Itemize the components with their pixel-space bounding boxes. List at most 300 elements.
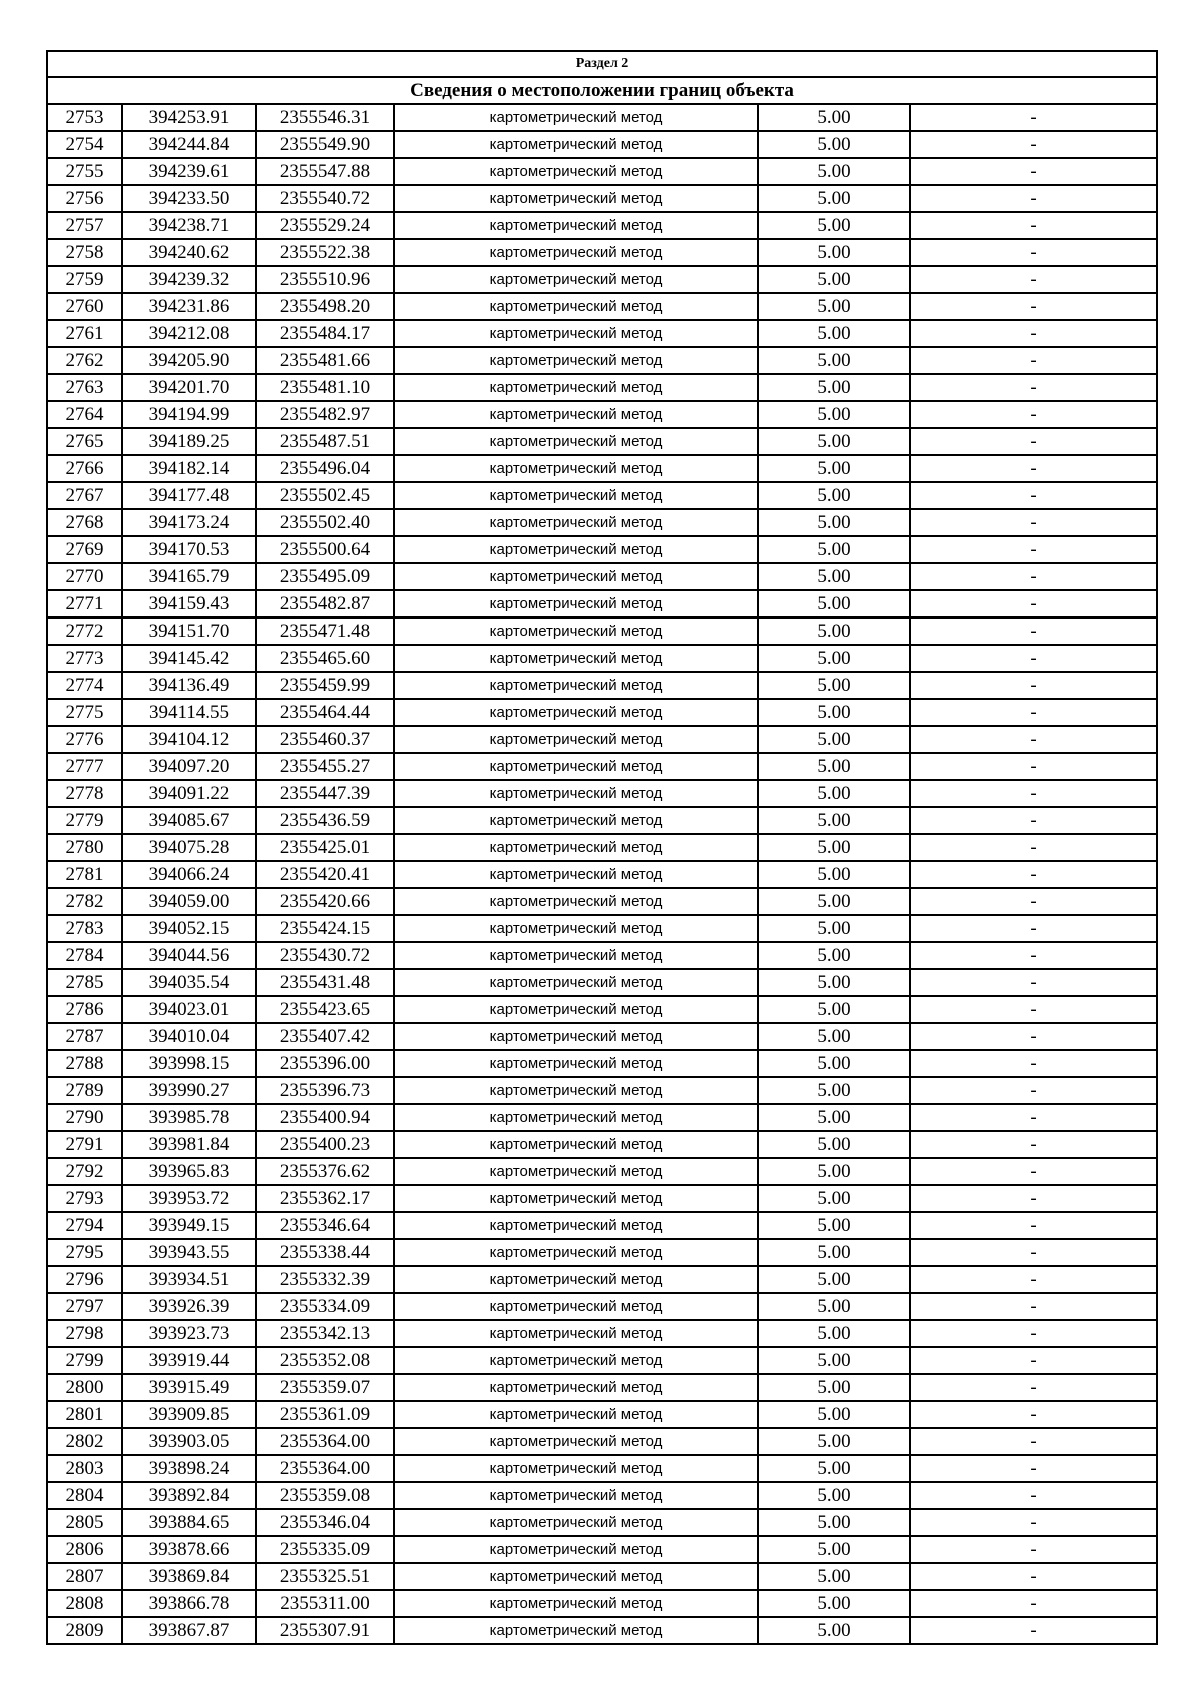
point-number-cell: 2786 — [47, 996, 122, 1023]
x-coordinate-cell: 394170.53 — [122, 536, 256, 563]
description-cell: - — [910, 1293, 1157, 1320]
accuracy-cell: 5.00 — [758, 1509, 910, 1536]
method-cell: картометрический метод — [394, 1320, 758, 1347]
y-coordinate-cell: 2355482.87 — [256, 590, 394, 618]
accuracy-cell: 5.00 — [758, 1131, 910, 1158]
y-coordinate-cell: 2355400.23 — [256, 1131, 394, 1158]
description-cell: - — [910, 1239, 1157, 1266]
description-cell: - — [910, 969, 1157, 996]
description-cell: - — [910, 1590, 1157, 1617]
x-coordinate-cell: 394205.90 — [122, 347, 256, 374]
table-row — [47, 131, 1157, 158]
point-number-cell: 2760 — [47, 293, 122, 320]
point-number-cell: 2763 — [47, 374, 122, 401]
table-row — [47, 1536, 1157, 1563]
table-row — [47, 320, 1157, 347]
method-cell: картометрический метод — [394, 185, 758, 212]
y-coordinate-cell: 2355362.17 — [256, 1185, 394, 1212]
description-cell: - — [910, 942, 1157, 969]
point-number-cell: 2787 — [47, 1023, 122, 1050]
accuracy-cell: 5.00 — [758, 726, 910, 753]
accuracy-cell: 5.00 — [758, 590, 910, 618]
accuracy-cell: 5.00 — [758, 1077, 910, 1104]
point-number-cell: 2769 — [47, 536, 122, 563]
method-cell: картометрический метод — [394, 861, 758, 888]
accuracy-cell: 5.00 — [758, 320, 910, 347]
method-cell: картометрический метод — [394, 1509, 758, 1536]
y-coordinate-cell: 2355502.40 — [256, 509, 394, 536]
point-number-cell: 2793 — [47, 1185, 122, 1212]
table-row — [47, 1455, 1157, 1482]
table-title: Сведения о местоположении границ объекта — [47, 77, 1157, 104]
x-coordinate-cell: 393915.49 — [122, 1374, 256, 1401]
method-cell: картометрический метод — [394, 1266, 758, 1293]
description-cell: - — [910, 1131, 1157, 1158]
method-cell: картометрический метод — [394, 428, 758, 455]
description-cell: - — [910, 212, 1157, 239]
x-coordinate-cell: 394189.25 — [122, 428, 256, 455]
x-coordinate-cell: 394151.70 — [122, 618, 256, 646]
x-coordinate-cell: 394201.70 — [122, 374, 256, 401]
x-coordinate-cell: 394010.04 — [122, 1023, 256, 1050]
point-number-cell: 2753 — [47, 104, 122, 131]
point-number-cell: 2774 — [47, 672, 122, 699]
method-cell: картометрический метод — [394, 293, 758, 320]
table-row — [47, 1239, 1157, 1266]
y-coordinate-cell: 2355487.51 — [256, 428, 394, 455]
description-cell: - — [910, 996, 1157, 1023]
table-row — [47, 158, 1157, 185]
x-coordinate-cell: 394212.08 — [122, 320, 256, 347]
description-cell: - — [910, 509, 1157, 536]
method-cell: картометрический метод — [394, 158, 758, 185]
x-coordinate-cell: 393990.27 — [122, 1077, 256, 1104]
accuracy-cell: 5.00 — [758, 1428, 910, 1455]
x-coordinate-cell: 394244.84 — [122, 131, 256, 158]
accuracy-cell: 5.00 — [758, 699, 910, 726]
accuracy-cell: 5.00 — [758, 1266, 910, 1293]
x-coordinate-cell: 394159.43 — [122, 590, 256, 618]
table-row — [47, 1347, 1157, 1374]
method-cell: картометрический метод — [394, 347, 758, 374]
y-coordinate-cell: 2355430.72 — [256, 942, 394, 969]
accuracy-cell: 5.00 — [758, 401, 910, 428]
description-cell: - — [910, 1158, 1157, 1185]
description-cell: - — [910, 618, 1157, 646]
accuracy-cell: 5.00 — [758, 1482, 910, 1509]
point-number-cell: 2784 — [47, 942, 122, 969]
accuracy-cell: 5.00 — [758, 428, 910, 455]
accuracy-cell: 5.00 — [758, 915, 910, 942]
description-cell: - — [910, 185, 1157, 212]
description-cell: - — [910, 158, 1157, 185]
description-cell: - — [910, 239, 1157, 266]
point-number-cell: 2783 — [47, 915, 122, 942]
x-coordinate-cell: 394114.55 — [122, 699, 256, 726]
method-cell: картометрический метод — [394, 563, 758, 590]
method-cell: картометрический метод — [394, 1077, 758, 1104]
method-cell: картометрический метод — [394, 509, 758, 536]
accuracy-cell: 5.00 — [758, 374, 910, 401]
table-row — [47, 590, 1157, 618]
point-number-cell: 2798 — [47, 1320, 122, 1347]
table-row — [47, 861, 1157, 888]
point-number-cell: 2806 — [47, 1536, 122, 1563]
y-coordinate-cell: 2355459.99 — [256, 672, 394, 699]
table-row — [47, 1104, 1157, 1131]
point-number-cell: 2771 — [47, 590, 122, 618]
point-number-cell: 2780 — [47, 834, 122, 861]
table-row — [47, 401, 1157, 428]
y-coordinate-cell: 2355460.37 — [256, 726, 394, 753]
accuracy-cell: 5.00 — [758, 455, 910, 482]
table-row — [47, 1266, 1157, 1293]
method-cell: картометрический метод — [394, 996, 758, 1023]
x-coordinate-cell: 393909.85 — [122, 1401, 256, 1428]
description-cell: - — [910, 293, 1157, 320]
description-cell: - — [910, 780, 1157, 807]
method-cell: картометрический метод — [394, 1185, 758, 1212]
y-coordinate-cell: 2355346.04 — [256, 1509, 394, 1536]
x-coordinate-cell: 394240.62 — [122, 239, 256, 266]
accuracy-cell: 5.00 — [758, 1104, 910, 1131]
method-cell: картометрический метод — [394, 645, 758, 672]
table-row — [47, 915, 1157, 942]
description-cell: - — [910, 726, 1157, 753]
point-number-cell: 2795 — [47, 1239, 122, 1266]
point-number-cell: 2797 — [47, 1293, 122, 1320]
point-number-cell: 2799 — [47, 1347, 122, 1374]
table-row — [47, 1158, 1157, 1185]
y-coordinate-cell: 2355407.42 — [256, 1023, 394, 1050]
x-coordinate-cell: 393985.78 — [122, 1104, 256, 1131]
table-row — [47, 509, 1157, 536]
method-cell: картометрический метод — [394, 1212, 758, 1239]
method-cell: картометрический метод — [394, 1482, 758, 1509]
method-cell: картометрический метод — [394, 834, 758, 861]
x-coordinate-cell: 394059.00 — [122, 888, 256, 915]
accuracy-cell: 5.00 — [758, 104, 910, 131]
table-row — [47, 1023, 1157, 1050]
description-cell: - — [910, 1482, 1157, 1509]
point-number-cell: 2776 — [47, 726, 122, 753]
table-row — [47, 1428, 1157, 1455]
x-coordinate-cell: 393943.55 — [122, 1239, 256, 1266]
y-coordinate-cell: 2355352.08 — [256, 1347, 394, 1374]
method-cell: картометрический метод — [394, 212, 758, 239]
method-cell: картометрический метод — [394, 672, 758, 699]
accuracy-cell: 5.00 — [758, 1212, 910, 1239]
x-coordinate-cell: 394044.56 — [122, 942, 256, 969]
description-cell: - — [910, 1401, 1157, 1428]
accuracy-cell: 5.00 — [758, 888, 910, 915]
table-row — [47, 1401, 1157, 1428]
x-coordinate-cell: 393949.15 — [122, 1212, 256, 1239]
accuracy-cell: 5.00 — [758, 672, 910, 699]
point-number-cell: 2759 — [47, 266, 122, 293]
accuracy-cell: 5.00 — [758, 1374, 910, 1401]
point-number-cell: 2788 — [47, 1050, 122, 1077]
accuracy-cell: 5.00 — [758, 1401, 910, 1428]
point-number-cell: 2762 — [47, 347, 122, 374]
table-row — [47, 1293, 1157, 1320]
description-cell: - — [910, 1266, 1157, 1293]
x-coordinate-cell: 393869.84 — [122, 1563, 256, 1590]
description-cell: - — [910, 1509, 1157, 1536]
x-coordinate-cell: 394194.99 — [122, 401, 256, 428]
y-coordinate-cell: 2355549.90 — [256, 131, 394, 158]
table-row — [47, 1617, 1157, 1644]
point-number-cell: 2808 — [47, 1590, 122, 1617]
method-cell: картометрический метод — [394, 455, 758, 482]
point-number-cell: 2773 — [47, 645, 122, 672]
y-coordinate-cell: 2355464.44 — [256, 699, 394, 726]
x-coordinate-cell: 393903.05 — [122, 1428, 256, 1455]
y-coordinate-cell: 2355546.31 — [256, 104, 394, 131]
y-coordinate-cell: 2355420.41 — [256, 861, 394, 888]
method-cell: картометрический метод — [394, 780, 758, 807]
description-cell: - — [910, 861, 1157, 888]
y-coordinate-cell: 2355431.48 — [256, 969, 394, 996]
y-coordinate-cell: 2355481.10 — [256, 374, 394, 401]
table-row — [47, 1050, 1157, 1077]
accuracy-cell: 5.00 — [758, 645, 910, 672]
accuracy-cell: 5.00 — [758, 1158, 910, 1185]
accuracy-cell: 5.00 — [758, 996, 910, 1023]
accuracy-cell: 5.00 — [758, 942, 910, 969]
point-number-cell: 2756 — [47, 185, 122, 212]
accuracy-cell: 5.00 — [758, 1185, 910, 1212]
method-cell: картометрический метод — [394, 1293, 758, 1320]
x-coordinate-cell: 393892.84 — [122, 1482, 256, 1509]
y-coordinate-cell: 2355346.64 — [256, 1212, 394, 1239]
method-cell: картометрический метод — [394, 536, 758, 563]
x-coordinate-cell: 394075.28 — [122, 834, 256, 861]
description-cell: - — [910, 1374, 1157, 1401]
y-coordinate-cell: 2355522.38 — [256, 239, 394, 266]
point-number-cell: 2785 — [47, 969, 122, 996]
y-coordinate-cell: 2355359.08 — [256, 1482, 394, 1509]
description-cell: - — [910, 1563, 1157, 1590]
method-cell: картометрический метод — [394, 239, 758, 266]
accuracy-cell: 5.00 — [758, 1347, 910, 1374]
point-number-cell: 2792 — [47, 1158, 122, 1185]
table-row — [47, 996, 1157, 1023]
y-coordinate-cell: 2355471.48 — [256, 618, 394, 646]
y-coordinate-cell: 2355311.00 — [256, 1590, 394, 1617]
description-cell: - — [910, 834, 1157, 861]
accuracy-cell: 5.00 — [758, 509, 910, 536]
x-coordinate-cell: 393981.84 — [122, 1131, 256, 1158]
method-cell: картометрический метод — [394, 1374, 758, 1401]
accuracy-cell: 5.00 — [758, 1293, 910, 1320]
y-coordinate-cell: 2355484.17 — [256, 320, 394, 347]
point-number-cell: 2790 — [47, 1104, 122, 1131]
point-number-cell: 2767 — [47, 482, 122, 509]
x-coordinate-cell: 393923.73 — [122, 1320, 256, 1347]
table-row — [47, 482, 1157, 509]
method-cell: картометрический метод — [394, 1590, 758, 1617]
y-coordinate-cell: 2355482.97 — [256, 401, 394, 428]
point-number-cell: 2754 — [47, 131, 122, 158]
accuracy-cell: 5.00 — [758, 834, 910, 861]
method-cell: картометрический метод — [394, 807, 758, 834]
y-coordinate-cell: 2355423.65 — [256, 996, 394, 1023]
point-number-cell: 2766 — [47, 455, 122, 482]
point-number-cell: 2804 — [47, 1482, 122, 1509]
description-cell: - — [910, 1104, 1157, 1131]
x-coordinate-cell: 394182.14 — [122, 455, 256, 482]
accuracy-cell: 5.00 — [758, 1617, 910, 1644]
description-cell: - — [910, 645, 1157, 672]
x-coordinate-cell: 393998.15 — [122, 1050, 256, 1077]
point-number-cell: 2781 — [47, 861, 122, 888]
accuracy-cell: 5.00 — [758, 482, 910, 509]
x-coordinate-cell: 393953.72 — [122, 1185, 256, 1212]
table-row — [47, 1131, 1157, 1158]
accuracy-cell: 5.00 — [758, 1050, 910, 1077]
method-cell: картометрический метод — [394, 969, 758, 996]
accuracy-cell: 5.00 — [758, 185, 910, 212]
accuracy-cell: 5.00 — [758, 536, 910, 563]
y-coordinate-cell: 2355400.94 — [256, 1104, 394, 1131]
accuracy-cell: 5.00 — [758, 861, 910, 888]
point-number-cell: 2772 — [47, 618, 122, 646]
description-cell: - — [910, 1212, 1157, 1239]
x-coordinate-cell: 393934.51 — [122, 1266, 256, 1293]
x-coordinate-cell: 394035.54 — [122, 969, 256, 996]
accuracy-cell: 5.00 — [758, 266, 910, 293]
accuracy-cell: 5.00 — [758, 131, 910, 158]
description-cell: - — [910, 1428, 1157, 1455]
accuracy-cell: 5.00 — [758, 969, 910, 996]
accuracy-cell: 5.00 — [758, 807, 910, 834]
description-cell: - — [910, 455, 1157, 482]
table-row — [47, 807, 1157, 834]
table-row — [47, 618, 1157, 646]
x-coordinate-cell: 394177.48 — [122, 482, 256, 509]
accuracy-cell: 5.00 — [758, 158, 910, 185]
x-coordinate-cell: 394239.61 — [122, 158, 256, 185]
method-cell: картометрический метод — [394, 1023, 758, 1050]
x-coordinate-cell: 393926.39 — [122, 1293, 256, 1320]
method-cell: картометрический метод — [394, 104, 758, 131]
section-header-row — [47, 51, 1157, 77]
y-coordinate-cell: 2355424.15 — [256, 915, 394, 942]
description-cell: - — [910, 807, 1157, 834]
point-number-cell: 2779 — [47, 807, 122, 834]
method-cell: картометрический метод — [394, 1617, 758, 1644]
accuracy-cell: 5.00 — [758, 347, 910, 374]
y-coordinate-cell: 2355547.88 — [256, 158, 394, 185]
method-cell: картометрический метод — [394, 1536, 758, 1563]
description-cell: - — [910, 374, 1157, 401]
method-cell: картометрический метод — [394, 1563, 758, 1590]
table-row — [47, 1563, 1157, 1590]
y-coordinate-cell: 2355334.09 — [256, 1293, 394, 1320]
method-cell: картометрический метод — [394, 1050, 758, 1077]
method-cell: картометрический метод — [394, 1158, 758, 1185]
y-coordinate-cell: 2355342.13 — [256, 1320, 394, 1347]
accuracy-cell: 5.00 — [758, 293, 910, 320]
x-coordinate-cell: 394145.42 — [122, 645, 256, 672]
description-cell: - — [910, 915, 1157, 942]
y-coordinate-cell: 2355420.66 — [256, 888, 394, 915]
y-coordinate-cell: 2355495.09 — [256, 563, 394, 590]
section-title: Раздел 2 — [47, 51, 1157, 77]
table-row — [47, 212, 1157, 239]
table-row — [47, 239, 1157, 266]
table-row — [47, 1185, 1157, 1212]
x-coordinate-cell: 394173.24 — [122, 509, 256, 536]
x-coordinate-cell: 394253.91 — [122, 104, 256, 131]
description-cell: - — [910, 320, 1157, 347]
accuracy-cell: 5.00 — [758, 1536, 910, 1563]
table-row — [47, 104, 1157, 131]
table-row — [47, 645, 1157, 672]
point-number-cell: 2789 — [47, 1077, 122, 1104]
table-row — [47, 266, 1157, 293]
description-cell: - — [910, 1347, 1157, 1374]
table-row — [47, 834, 1157, 861]
table-row — [47, 347, 1157, 374]
table-row — [47, 780, 1157, 807]
accuracy-cell: 5.00 — [758, 618, 910, 646]
y-coordinate-cell: 2355338.44 — [256, 1239, 394, 1266]
point-number-cell: 2809 — [47, 1617, 122, 1644]
y-coordinate-cell: 2355376.62 — [256, 1158, 394, 1185]
description-cell: - — [910, 699, 1157, 726]
table-row — [47, 969, 1157, 996]
y-coordinate-cell: 2355540.72 — [256, 185, 394, 212]
x-coordinate-cell: 394233.50 — [122, 185, 256, 212]
point-number-cell: 2770 — [47, 563, 122, 590]
point-number-cell: 2782 — [47, 888, 122, 915]
method-cell: картометрический метод — [394, 374, 758, 401]
table-row — [47, 1590, 1157, 1617]
method-cell: картометрический метод — [394, 590, 758, 618]
table-row — [47, 1509, 1157, 1536]
x-coordinate-cell: 393898.24 — [122, 1455, 256, 1482]
point-number-cell: 2764 — [47, 401, 122, 428]
accuracy-cell: 5.00 — [758, 239, 910, 266]
x-coordinate-cell: 393866.78 — [122, 1590, 256, 1617]
method-cell: картометрический метод — [394, 1104, 758, 1131]
y-coordinate-cell: 2355510.96 — [256, 266, 394, 293]
x-coordinate-cell: 393867.87 — [122, 1617, 256, 1644]
y-coordinate-cell: 2355335.09 — [256, 1536, 394, 1563]
description-cell: - — [910, 672, 1157, 699]
point-number-cell: 2791 — [47, 1131, 122, 1158]
point-number-cell: 2805 — [47, 1509, 122, 1536]
y-coordinate-cell: 2355455.27 — [256, 753, 394, 780]
description-cell: - — [910, 888, 1157, 915]
y-coordinate-cell: 2355500.64 — [256, 536, 394, 563]
table-row — [47, 726, 1157, 753]
method-cell: картометрический метод — [394, 320, 758, 347]
description-cell: - — [910, 1536, 1157, 1563]
y-coordinate-cell: 2355436.59 — [256, 807, 394, 834]
method-cell: картометрический метод — [394, 942, 758, 969]
table-row — [47, 699, 1157, 726]
description-cell: - — [910, 266, 1157, 293]
y-coordinate-cell: 2355361.09 — [256, 1401, 394, 1428]
method-cell: картометрический метод — [394, 726, 758, 753]
description-cell: - — [910, 131, 1157, 158]
x-coordinate-cell: 394238.71 — [122, 212, 256, 239]
accuracy-cell: 5.00 — [758, 212, 910, 239]
x-coordinate-cell: 393884.65 — [122, 1509, 256, 1536]
